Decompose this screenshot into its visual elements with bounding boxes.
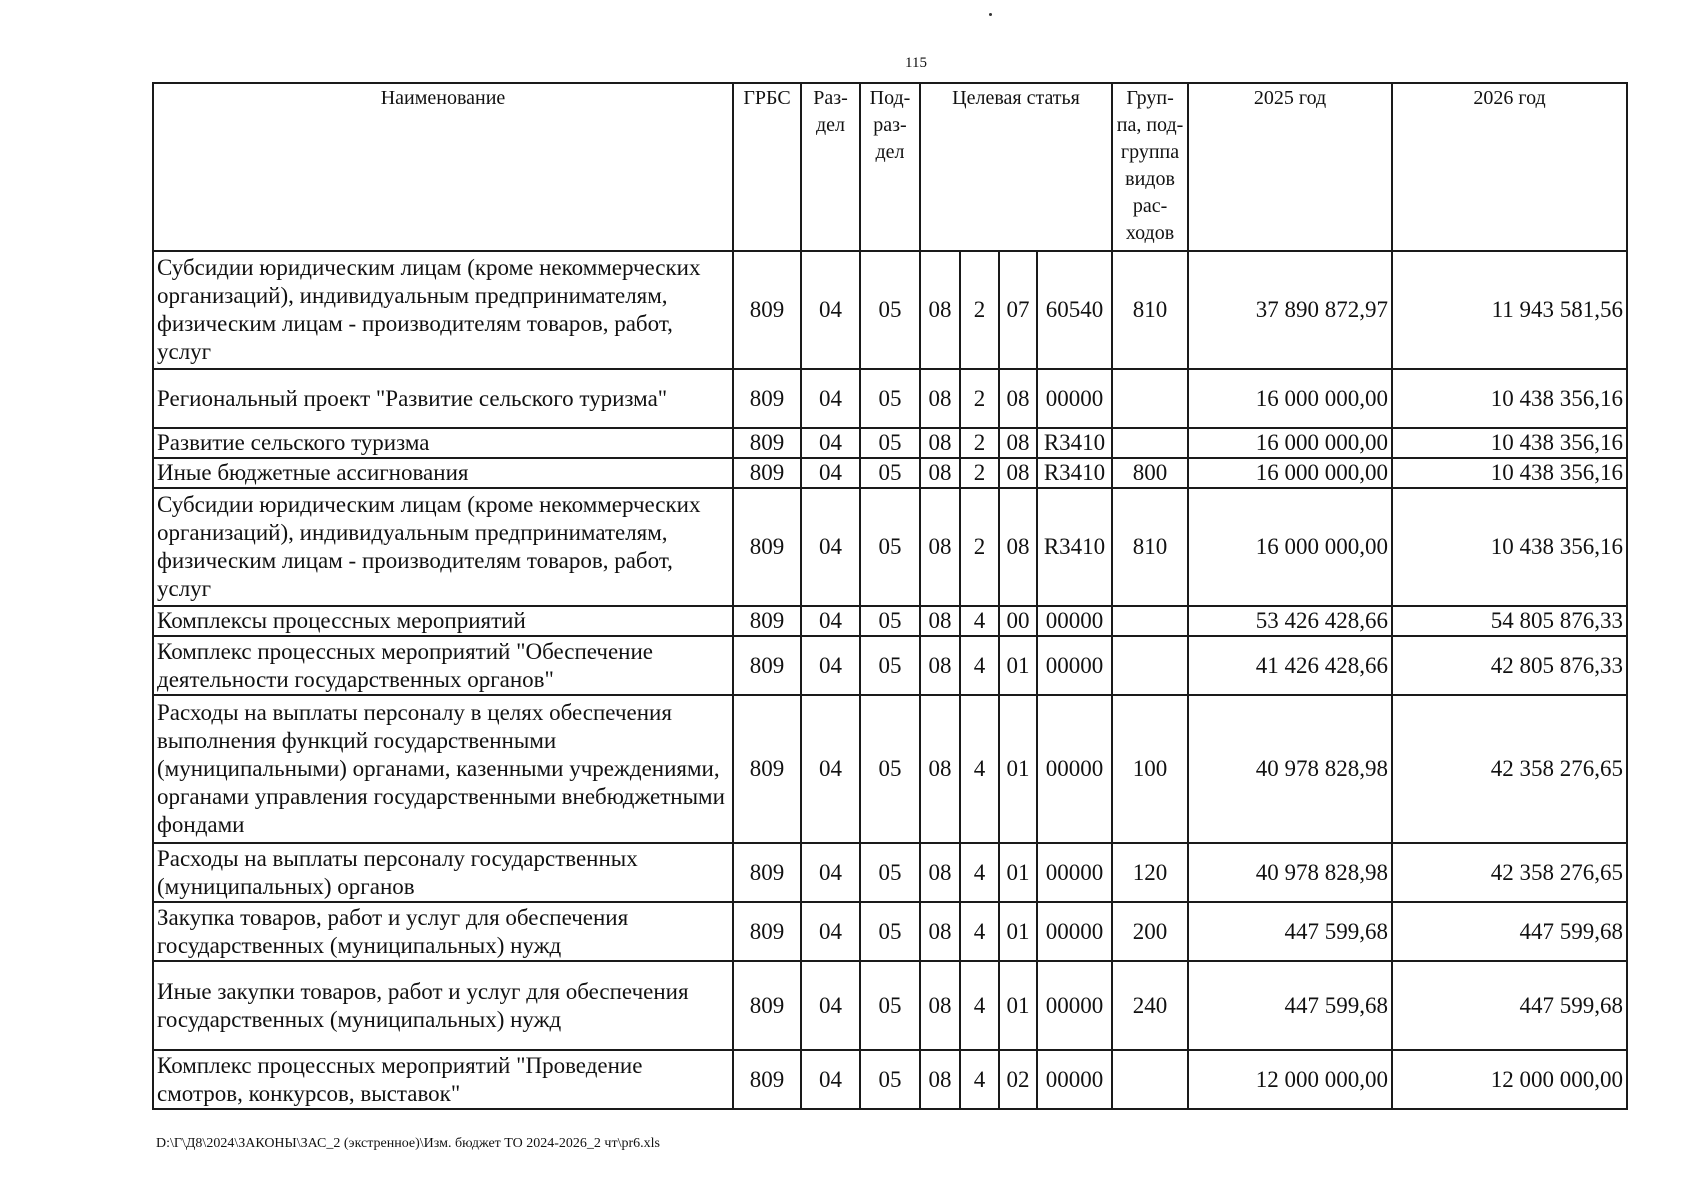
header-year-2025-label: 2025 год <box>1253 87 1327 109</box>
header-subsection <box>860 83 920 251</box>
header-expense-group-label: Груп- па, под- группа видов рас- ходов <box>1116 87 1184 244</box>
table-row <box>153 961 1627 1050</box>
row-amount-2026: 447 599,68 <box>1392 902 1627 961</box>
row-section: 04 <box>801 428 860 458</box>
header-target-article-label: Целевая статья <box>952 87 1080 109</box>
row-amount-2025: 40 978 828,98 <box>1188 695 1392 843</box>
row-section: 04 <box>801 961 860 1050</box>
row-amount-2025: 37 890 872,97 <box>1188 251 1392 369</box>
row-name: Региональный проект "Развитие сельского туризма" <box>153 369 733 428</box>
row-name: Комплекс процессных мероприятий "Проведение смотров, конкурсов, выставок" <box>153 1050 733 1109</box>
header-subsection-label: Под- раз- дел <box>869 87 911 163</box>
row-subsection: 05 <box>860 961 920 1050</box>
header-year-2026 <box>1392 83 1627 251</box>
header-row <box>153 83 1627 251</box>
row-target-type: 4 <box>960 902 999 961</box>
row-grbs: 809 <box>733 636 801 695</box>
row-target-program: 08 <box>920 695 960 843</box>
row-expense-group: 100 <box>1112 695 1188 843</box>
row-grbs: 809 <box>733 606 801 636</box>
row-amount-2025: 12 000 000,00 <box>1188 1050 1392 1109</box>
row-subsection: 05 <box>860 428 920 458</box>
row-subsection: 05 <box>860 902 920 961</box>
header-year-2025 <box>1188 83 1392 251</box>
table-row <box>153 636 1627 695</box>
row-target-subprogram: 08 <box>999 369 1037 428</box>
row-target-type: 2 <box>960 428 999 458</box>
row-target-type: 2 <box>960 251 999 369</box>
row-expense-group <box>1112 1050 1188 1109</box>
row-grbs: 809 <box>733 1050 801 1109</box>
header-year-2026-label: 2026 год <box>1473 87 1546 109</box>
row-target-program: 08 <box>920 251 960 369</box>
header-target-article <box>920 83 1112 251</box>
row-amount-2025: 41 426 428,66 <box>1188 636 1392 695</box>
header-grbs-label: ГРБС <box>743 87 791 109</box>
row-section: 04 <box>801 606 860 636</box>
row-amount-2025: 447 599,68 <box>1188 902 1392 961</box>
row-name: Комплексы процессных мероприятий <box>153 606 733 636</box>
row-section: 04 <box>801 843 860 902</box>
row-amount-2026: 42 358 276,65 <box>1392 843 1627 902</box>
table-row <box>153 488 1627 606</box>
row-target-program: 08 <box>920 488 960 606</box>
row-grbs: 809 <box>733 488 801 606</box>
row-target-direction: 00000 <box>1037 902 1112 961</box>
table-row <box>153 458 1627 488</box>
row-section: 04 <box>801 636 860 695</box>
row-target-direction: 00000 <box>1037 1050 1112 1109</box>
row-target-direction: 60540 <box>1037 251 1112 369</box>
row-target-direction: 00000 <box>1037 695 1112 843</box>
row-target-subprogram: 07 <box>999 251 1037 369</box>
header-section <box>801 83 860 251</box>
row-amount-2026: 11 943 581,56 <box>1392 251 1627 369</box>
row-target-program: 08 <box>920 636 960 695</box>
row-target-direction: 00000 <box>1037 369 1112 428</box>
row-subsection: 05 <box>860 251 920 369</box>
row-target-subprogram: 01 <box>999 843 1037 902</box>
row-section: 04 <box>801 458 860 488</box>
row-target-type: 4 <box>960 636 999 695</box>
table-row <box>153 428 1627 458</box>
table-row <box>153 1050 1627 1109</box>
row-amount-2025: 53 426 428,66 <box>1188 606 1392 636</box>
row-target-program: 08 <box>920 369 960 428</box>
header-section-label: Раз- дел <box>813 87 848 136</box>
row-expense-group: 120 <box>1112 843 1188 902</box>
row-target-type: 2 <box>960 488 999 606</box>
row-name: Комплекс процессных мероприятий "Обеспечение деятельности государственных органов" <box>153 636 733 695</box>
row-target-program: 08 <box>920 843 960 902</box>
row-section: 04 <box>801 902 860 961</box>
row-amount-2025: 16 000 000,00 <box>1188 488 1392 606</box>
row-target-direction: 00000 <box>1037 843 1112 902</box>
row-grbs: 809 <box>733 843 801 902</box>
row-subsection: 05 <box>860 369 920 428</box>
row-amount-2025: 447 599,68 <box>1188 961 1392 1050</box>
row-section: 04 <box>801 1050 860 1109</box>
row-subsection: 05 <box>860 606 920 636</box>
row-section: 04 <box>801 488 860 606</box>
row-section: 04 <box>801 251 860 369</box>
row-target-type: 4 <box>960 1050 999 1109</box>
row-target-subprogram: 01 <box>999 695 1037 843</box>
row-grbs: 809 <box>733 458 801 488</box>
row-subsection: 05 <box>860 458 920 488</box>
table-header <box>153 83 1627 251</box>
row-expense-group <box>1112 428 1188 458</box>
row-amount-2026: 10 438 356,16 <box>1392 458 1627 488</box>
row-target-program: 08 <box>920 606 960 636</box>
row-target-subprogram: 08 <box>999 488 1037 606</box>
row-amount-2026: 12 000 000,00 <box>1392 1050 1627 1109</box>
row-subsection: 05 <box>860 843 920 902</box>
scan-dot <box>989 13 992 16</box>
row-target-direction: 00000 <box>1037 636 1112 695</box>
row-target-direction: 00000 <box>1037 961 1112 1050</box>
row-amount-2026: 10 438 356,16 <box>1392 369 1627 428</box>
table-row <box>153 369 1627 428</box>
row-target-type: 4 <box>960 695 999 843</box>
row-target-subprogram: 01 <box>999 961 1037 1050</box>
row-target-program: 08 <box>920 902 960 961</box>
row-subsection: 05 <box>860 488 920 606</box>
page-number: 115 <box>905 55 927 71</box>
row-expense-group: 200 <box>1112 902 1188 961</box>
row-target-subprogram: 08 <box>999 428 1037 458</box>
row-target-direction: R3410 <box>1037 488 1112 606</box>
row-target-type: 2 <box>960 458 999 488</box>
table-body <box>153 251 1627 1109</box>
row-target-subprogram: 08 <box>999 458 1037 488</box>
table-row <box>153 843 1627 902</box>
row-amount-2026: 42 358 276,65 <box>1392 695 1627 843</box>
row-target-direction: R3410 <box>1037 458 1112 488</box>
row-grbs: 809 <box>733 695 801 843</box>
row-section: 04 <box>801 695 860 843</box>
row-amount-2025: 16 000 000,00 <box>1188 369 1392 428</box>
row-grbs: 809 <box>733 902 801 961</box>
row-name: Иные бюджетные ассигнования <box>153 458 733 488</box>
row-name: Расходы на выплаты персоналу в целях обеспечения выполнения функций государственными (муниципальными) органами, казенными учреждениями, органами управления государственными внебюджетными фондами <box>153 695 733 843</box>
table-row <box>153 902 1627 961</box>
row-amount-2026: 10 438 356,16 <box>1392 488 1627 606</box>
header-expense-group <box>1112 83 1188 251</box>
row-section: 04 <box>801 369 860 428</box>
row-expense-group <box>1112 606 1188 636</box>
row-name: Субсидии юридическим лицам (кроме некоммерческих организаций), индивидуальным предпринимателям, физическим лицам - производителям товаров, работ, услуг <box>153 251 733 369</box>
header-name <box>153 83 733 251</box>
row-target-program: 08 <box>920 1050 960 1109</box>
row-target-program: 08 <box>920 428 960 458</box>
row-amount-2025: 16 000 000,00 <box>1188 428 1392 458</box>
row-grbs: 809 <box>733 369 801 428</box>
row-subsection: 05 <box>860 695 920 843</box>
table-row <box>153 251 1627 369</box>
row-expense-group: 800 <box>1112 458 1188 488</box>
row-target-type: 4 <box>960 606 999 636</box>
header-grbs <box>733 83 801 251</box>
row-name: Развитие сельского туризма <box>153 428 733 458</box>
row-amount-2026: 54 805 876,33 <box>1392 606 1627 636</box>
budget-table <box>152 82 1628 1110</box>
row-target-program: 08 <box>920 961 960 1050</box>
row-subsection: 05 <box>860 1050 920 1109</box>
row-amount-2026: 447 599,68 <box>1392 961 1627 1050</box>
row-grbs: 809 <box>733 961 801 1050</box>
row-subsection: 05 <box>860 636 920 695</box>
row-target-subprogram: 02 <box>999 1050 1037 1109</box>
row-grbs: 809 <box>733 251 801 369</box>
row-name: Расходы на выплаты персоналу государственных (муниципальных) органов <box>153 843 733 902</box>
table-row <box>153 695 1627 843</box>
row-target-type: 4 <box>960 843 999 902</box>
table-row <box>153 606 1627 636</box>
row-amount-2025: 40 978 828,98 <box>1188 843 1392 902</box>
row-name: Субсидии юридическим лицам (кроме некоммерческих организаций), индивидуальным предпринимателям, физическим лицам - производителям товаров, работ, услуг <box>153 488 733 606</box>
row-target-subprogram: 00 <box>999 606 1037 636</box>
row-target-program: 08 <box>920 458 960 488</box>
row-name: Закупка товаров, работ и услуг для обеспечения государственных (муниципальных) нужд <box>153 902 733 961</box>
row-expense-group <box>1112 636 1188 695</box>
row-amount-2026: 10 438 356,16 <box>1392 428 1627 458</box>
header-name-label: Наименование <box>380 87 506 109</box>
row-target-subprogram: 01 <box>999 636 1037 695</box>
row-grbs: 809 <box>733 428 801 458</box>
row-target-subprogram: 01 <box>999 902 1037 961</box>
row-target-type: 4 <box>960 961 999 1050</box>
row-expense-group: 810 <box>1112 251 1188 369</box>
row-target-type: 2 <box>960 369 999 428</box>
row-expense-group: 810 <box>1112 488 1188 606</box>
row-expense-group: 240 <box>1112 961 1188 1050</box>
row-expense-group <box>1112 369 1188 428</box>
row-target-direction: 00000 <box>1037 606 1112 636</box>
file-path-footer: D:\Г\Д8\2024\ЗАКОНЫ\ЗАС_2 (экстренное)\Изм. бюджет ТО 2024-2026_2 чт\pr6.xls <box>156 1136 660 1151</box>
row-name: Иные закупки товаров, работ и услуг для обеспечения государственных (муниципальных) нужд <box>153 961 733 1050</box>
row-target-direction: R3410 <box>1037 428 1112 458</box>
row-amount-2026: 42 805 876,33 <box>1392 636 1627 695</box>
row-amount-2025: 16 000 000,00 <box>1188 458 1392 488</box>
